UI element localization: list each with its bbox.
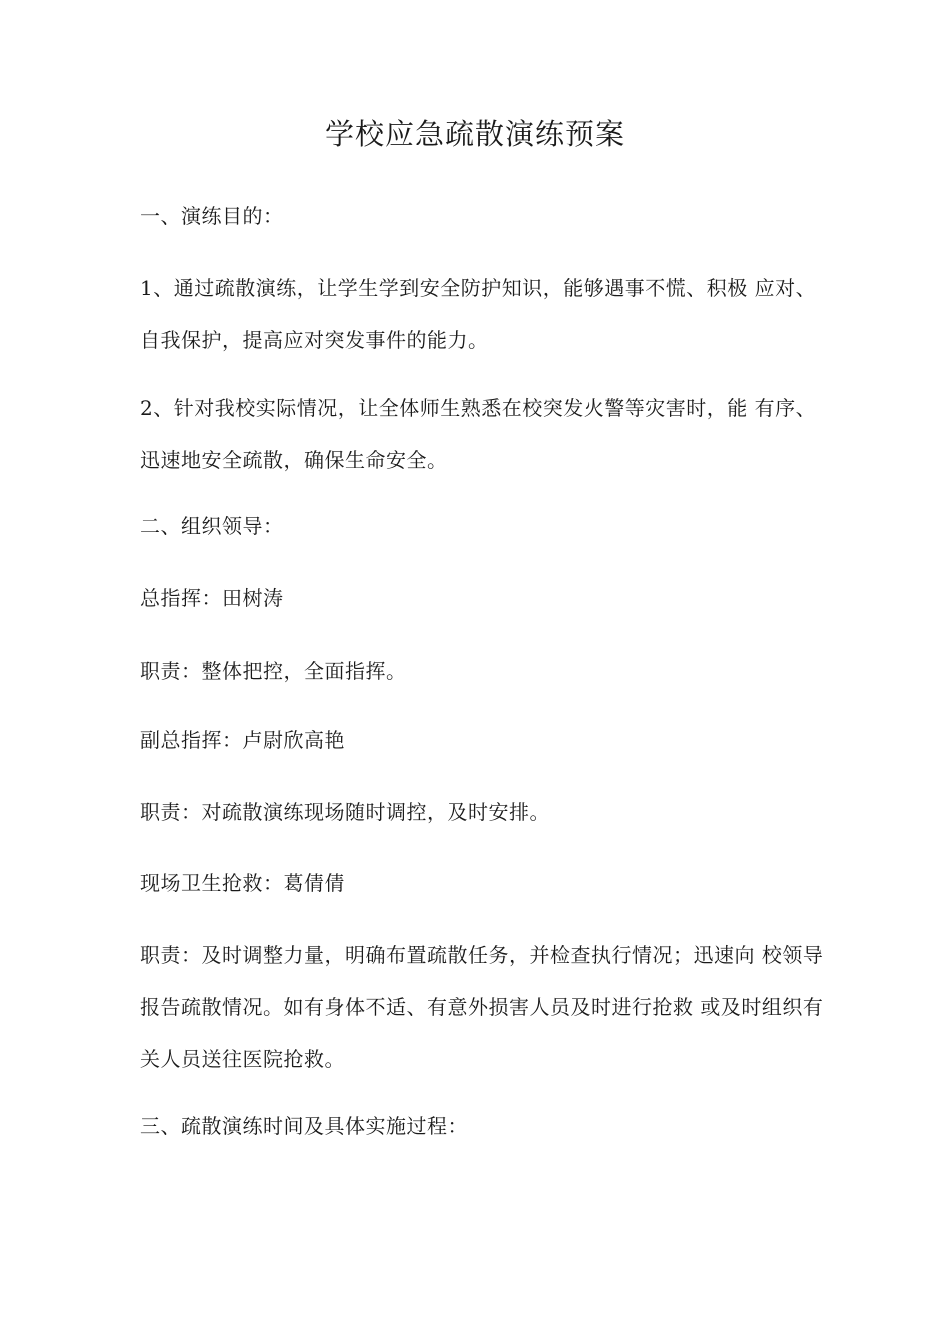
first-aid-line: 现场卫生抢救：葛倩倩 (140, 871, 345, 895)
commander-duty: 职责：整体把控，全面指挥。 (140, 659, 407, 683)
paragraph-purpose-2: 2、针对我校实际情况，让全体师生熟悉在校突发火警等灾害时，能 有序、迅速地安全疏散，确保生命安全。 (140, 396, 817, 472)
section-heading-organization: 二、组织领导： (140, 514, 284, 538)
deputy-commander-duty: 职责：对疏散演练现场随时调控，及时安排。 (140, 800, 550, 824)
section-heading-process: 三、疏散演练时间及具体实施过程： (140, 1114, 468, 1138)
commander-line: 总指挥：田树涛 (140, 586, 284, 610)
first-aid-duty: 职责：及时调整力量，明确布置疏散任务，并检查执行情况；迅速向 校领导报告疏散情况。如有身体不适、有意外损害人员及时进行抢救 或及时组织有关人员送往医院抢救。 (140, 943, 824, 1071)
deputy-commander-line: 副总指挥：卢尉欣高艳 (140, 728, 345, 752)
paragraph-purpose-1: 1、通过疏散演练，让学生学到安全防护知识，能够遇事不慌、积极 应对、自我保护，提高应对突发事件的能力。 (140, 276, 817, 352)
document-title: 学校应急疏散演练预案 (324, 117, 625, 151)
section-heading-purpose: 一、演练目的： (140, 204, 284, 228)
